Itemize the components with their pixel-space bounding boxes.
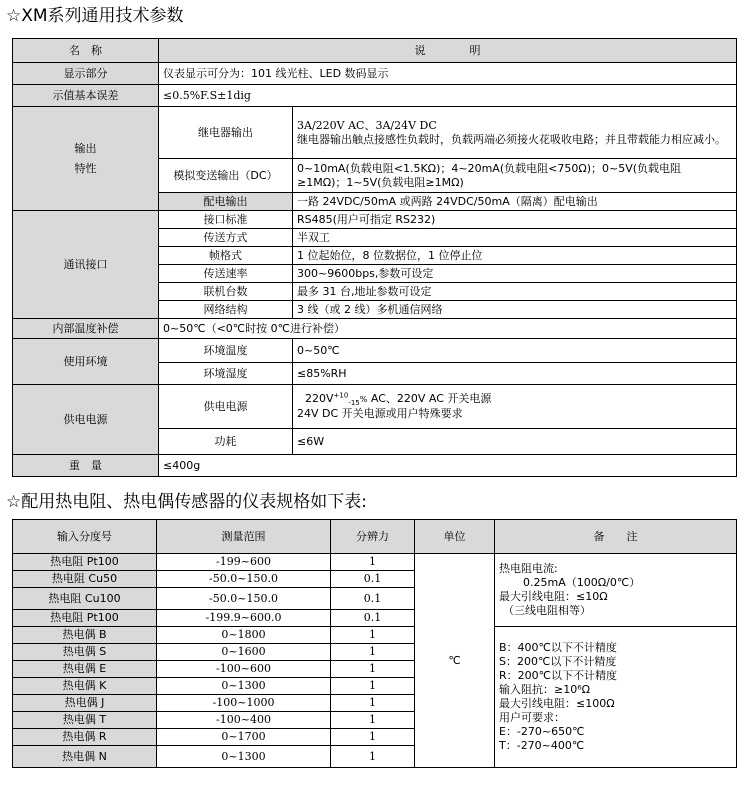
comm-row-label: 接口标准 [159, 211, 293, 229]
sensor-range: 0~1600 [157, 644, 331, 661]
comm-row-value: 300~9600bps,参数可设定 [293, 265, 737, 283]
sensor-res: 1 [331, 746, 415, 768]
sensor-res: 0.1 [331, 571, 415, 588]
sensor-res: 1 [331, 729, 415, 746]
sensor-range: -50.0~150.0 [157, 588, 331, 610]
sensor-header-res: 分辨力 [331, 520, 415, 554]
env-label: 使用环境 [13, 339, 159, 385]
comm-row-value: 1 位起始位，8 位数据位，1 位停止位 [293, 247, 737, 265]
relay-label: 继电器输出 [159, 107, 293, 159]
tol-minus: -15 [348, 399, 360, 408]
sensor-table [12, 519, 737, 768]
supply-src-label: 供电电源 [159, 385, 293, 429]
sensor-code: 热电偶 T [13, 712, 157, 729]
note-line: S：200℃以下不计精度 [499, 655, 617, 668]
note-line: T：-270~400℃ [499, 739, 585, 752]
sensor-note-tc [495, 627, 737, 768]
sensor-code: 热电偶 E [13, 661, 157, 678]
comm-row-value: 3 线（或 2 线）多机通信网络 [293, 301, 737, 319]
sensor-range: -100~400 [157, 712, 331, 729]
spec-table [12, 38, 737, 477]
supply-pow-label: 功耗 [159, 429, 293, 455]
comm-row-label: 联机台数 [159, 283, 293, 301]
note-line: 热电阻电流: [499, 562, 558, 575]
analog-value [293, 159, 737, 193]
comm-row-value: 最多 31 台,地址参数可设定 [293, 283, 737, 301]
env-temp-value: 0~50℃ [293, 339, 737, 363]
sensor-range: -50.0~150.0 [157, 571, 331, 588]
env-temp-label: 环境温度 [159, 339, 293, 363]
sensor-code: 热电偶 K [13, 678, 157, 695]
comp-value: 0~50℃（<0℃时按 0℃进行补偿） [159, 319, 737, 339]
weight-value: ≤400g [159, 455, 737, 477]
spec-header-name: 名 称 [13, 39, 159, 63]
sensor-res: 1 [331, 695, 415, 712]
spec-section-title: ☆XM系列通用技术参数 [6, 6, 184, 26]
supply-line1: $220V^{+10}_{-15}\%$ AC、220V AC 开关电源 [305, 391, 492, 408]
error-label: 示值基本误差 [13, 85, 159, 107]
relay-line2: 继电器输出触点接感性负载时，负载两端必须接火花吸收电路；并且带载能力相应减小。 [297, 132, 726, 146]
comm-row-label: 网络结构 [159, 301, 293, 319]
supply-pow-value: ≤6W [293, 429, 737, 455]
power-out-label: 配电输出 [159, 193, 293, 211]
note-line: B：400℃以下不计精度 [499, 641, 617, 654]
comm-row-label: 传送速率 [159, 265, 293, 283]
display-value: 仪表显示可分为：101 线光柱、LED 数码显示 [159, 63, 737, 85]
supply-src-value [293, 385, 737, 429]
note-line: E：-270~650℃ [499, 725, 585, 738]
sensor-code: 热电阻 Cu50 [13, 571, 157, 588]
sensor-unit: ℃ [415, 554, 495, 768]
note-line: 输入阻抗：≥10⁶Ω [499, 683, 591, 696]
comm-row-label: 帧格式 [159, 247, 293, 265]
tol-plus: +10 [333, 391, 349, 400]
sensor-note-rtd [495, 554, 737, 627]
supply-label: 供电电源 [13, 385, 159, 455]
relay-value [293, 107, 737, 159]
comp-label: 内部温度补偿 [13, 319, 159, 339]
sensor-range: -100~600 [157, 661, 331, 678]
sensor-range: 0~1300 [157, 746, 331, 768]
sensor-header-unit: 单位 [415, 520, 495, 554]
power-out-value: 一路 24VDC/50mA 或两路 24VDC/50mA（隔离）配电输出 [293, 193, 737, 211]
sensor-code: 热电阻 Pt100 [13, 610, 157, 627]
note-line: R：200℃以下不计精度 [499, 669, 617, 682]
analog-label: 模拟变送输出（DC） [159, 159, 293, 193]
sensor-res: 1 [331, 661, 415, 678]
comm-label: 通讯接口 [13, 211, 159, 319]
sensor-code: 热电偶 S [13, 644, 157, 661]
relay-line1: 3A/220V AC、3A/24V DC [297, 118, 437, 132]
sensor-header-note: 备 注 [495, 520, 737, 554]
sensor-res: 1 [331, 554, 415, 571]
sensor-res: 1 [331, 644, 415, 661]
sensor-code: 热电阻 Pt100 [13, 554, 157, 571]
sensor-range: 0~1300 [157, 678, 331, 695]
sensor-res: 1 [331, 712, 415, 729]
sensor-section-title: ☆配用热电阻、热电偶传感器的仪表规格如下表: [6, 492, 367, 512]
sensor-res: 1 [331, 627, 415, 644]
weight-label: 重 量 [13, 455, 159, 477]
sensor-range: -100~1000 [157, 695, 331, 712]
comm-row-value: 半双工 [293, 229, 737, 247]
sensor-header-range: 测量范围 [157, 520, 331, 554]
sensor-range: 0~1700 [157, 729, 331, 746]
comm-row-label: 传送方式 [159, 229, 293, 247]
sensor-res: 0.1 [331, 588, 415, 610]
env-hum-label: 环境湿度 [159, 363, 293, 385]
env-hum-value: ≤85%RH [293, 363, 737, 385]
sensor-range: -199.9~600.0 [157, 610, 331, 627]
analog-line1: 0~10mA(负载电阻<1.5KΩ)；4~20mA(负载电阻<750Ω)；0~5V(负载电阻 [297, 161, 682, 175]
display-label: 显示部分 [13, 63, 159, 85]
note-line: 0.25mA（100Ω/0℃） [523, 576, 641, 589]
sensor-res: 1 [331, 678, 415, 695]
note-line: 最大引线电阻：≤100Ω [499, 697, 615, 710]
sensor-code: 热电偶 J [13, 695, 157, 712]
supply-line2: 24V DC 开关电源或用户特殊要求 [297, 407, 463, 420]
sensor-range: 0~1800 [157, 627, 331, 644]
output-label: 输出特性 [13, 107, 159, 211]
sensor-res: 0.1 [331, 610, 415, 627]
error-value: ≤0.5%F.S±1dig [159, 85, 737, 107]
spec-header-desc: 说 明 [159, 39, 737, 63]
sensor-code: 热电偶 N [13, 746, 157, 768]
sensor-code: 热电偶 B [13, 627, 157, 644]
analog-line2: ≥1MΩ)；1~5V(负载电阻≥1MΩ) [297, 175, 464, 189]
sensor-header-code: 输入分度号 [13, 520, 157, 554]
comm-row-value: RS485(用户可指定 RS232) [293, 211, 737, 229]
note-line: （三线电阻相等） [503, 604, 591, 617]
sensor-code: 热电阻 Cu100 [13, 588, 157, 610]
note-line: 最大引线电阻：≤10Ω [499, 590, 608, 603]
note-line: 用户可要求： [499, 711, 565, 724]
sensor-range: -199~600 [157, 554, 331, 571]
sensor-code: 热电偶 R [13, 729, 157, 746]
